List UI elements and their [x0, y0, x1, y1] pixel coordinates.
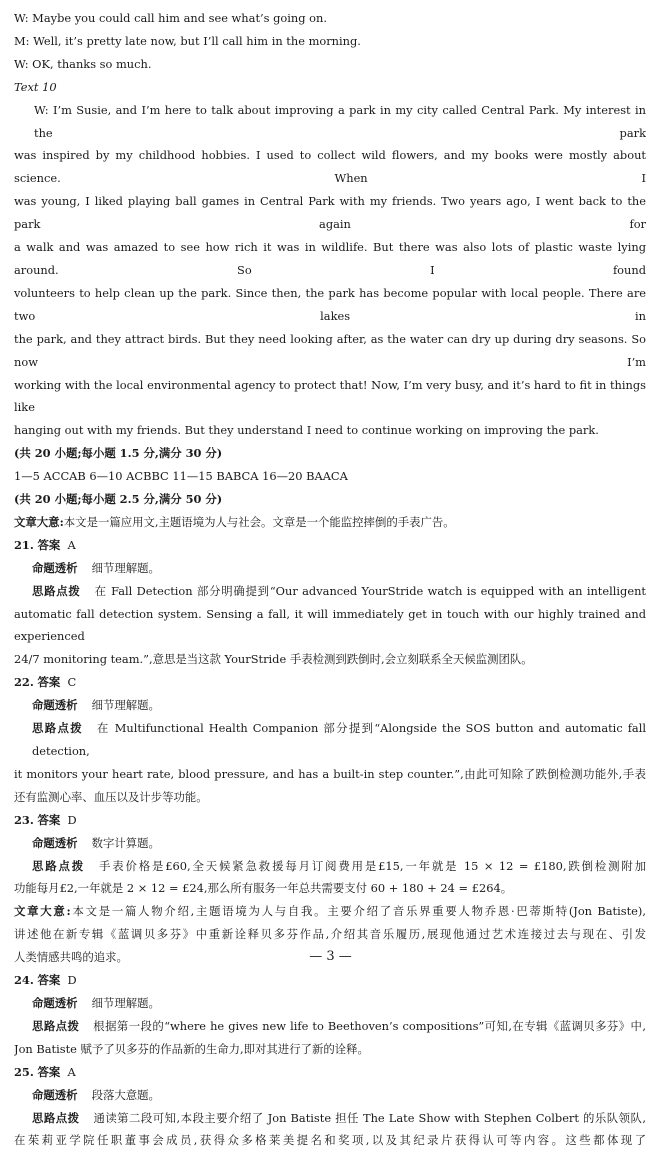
- answer-value: D: [67, 812, 77, 827]
- analysis-value: 细节理解题。: [91, 560, 160, 575]
- analysis-value: 细节理解题。: [91, 698, 160, 713]
- hint-row: [14, 580, 646, 603]
- text10-line: W: I’m Susie, and I’m here to talk about improving a park in my city called Central Park. My interest in the park: [34, 102, 646, 140]
- question-number: 21.: [14, 537, 34, 552]
- section1-header: (共 20 小题;每小题 1.5 分,满分 30 分): [14, 446, 223, 461]
- hint-line: automatic fall detection system. Sensing a fall, it will immediately get in touch with our highly trained and experienced: [14, 606, 646, 644]
- answer-label: 答案: [37, 812, 61, 827]
- analysis-value: 细节理解题。: [91, 995, 160, 1010]
- summary-label: 文章大意:: [14, 514, 64, 529]
- question-number: 22.: [14, 675, 34, 690]
- hint-text: 在 Multifunctional Health Companion 部分提到“Alongside the SOS button and automatic fall detection,: [32, 721, 646, 758]
- text10-line: hanging out with my friends. But they understand I need to continue working on improving the park.: [14, 423, 599, 438]
- hint-text: 在 Fall Detection 部分明确提到“Our advanced YourStride watch is equipped with an intelligent: [94, 583, 646, 598]
- hint-line: Jon Batiste 赋予了贝多芬的作品新的生命力,即对其进行了新的诠释。: [14, 1041, 369, 1056]
- hint-label: 思路点拨: [32, 721, 84, 736]
- answer-page: [14, 7, 646, 1152]
- analysis-row: [14, 992, 646, 1015]
- answer-label: 答案: [37, 537, 61, 552]
- hint-row: [14, 1107, 646, 1130]
- hint-label: 思路点拨: [32, 583, 81, 598]
- analysis-value: 数字计算题。: [91, 835, 160, 850]
- question-number: 23.: [14, 812, 34, 827]
- summary-text: 本文是一篇人物介绍,主题语境为人与自我。主要介绍了音乐界重要人物乔恩·巴蒂斯特(Jon Batiste),: [70, 904, 646, 919]
- hint-text: 根据第一段的“where he gives new life to Beethoven’s compositions”可知,在专辑《蓝调贝多芬》中,: [93, 1018, 646, 1033]
- analysis-value: 段落大意题。: [91, 1087, 160, 1102]
- hint-line: it monitors your heart rate, blood pressure, and has a built-in step counter.”,由此可知除了跌倒检测功能外,手表: [14, 766, 646, 781]
- hint-line: 24/7 monitoring team.”,意思是当这款 YourStride 手表检测到跌倒时,会立刻联系全天候监测团队。: [14, 652, 533, 667]
- dialogue-line: M: Well, it’s pretty late now, but I’ll call him in the morning.: [14, 33, 361, 48]
- hint-row: [14, 855, 646, 878]
- text10-heading: Text 10: [14, 79, 57, 94]
- answer-value: A: [67, 1064, 76, 1079]
- hint-row: [14, 1015, 646, 1038]
- page-number: — 3 —: [309, 949, 352, 964]
- text10-line: the park, and they attract birds. But they need looking after, as the water can dry up during dry seasons. So now I’m: [14, 331, 646, 369]
- question-answer: [14, 671, 646, 694]
- answer-value: A: [67, 537, 76, 552]
- question-answer: [14, 1061, 646, 1084]
- text10-line: a walk and was amazed to see how rich it was in wildlife. But there was also lots of plastic waste lying around. So I found: [14, 240, 646, 277]
- question-number: 24.: [14, 973, 34, 988]
- summary-line: 人类情感共鸣的追求。: [14, 950, 128, 965]
- hint-row: [14, 717, 646, 763]
- analysis-label: 命题透析: [32, 1087, 78, 1102]
- answer-label: 答案: [37, 973, 61, 988]
- question-number: 25.: [14, 1064, 34, 1079]
- analysis-row: [14, 694, 646, 717]
- hint-label: 思路点拨: [32, 1018, 80, 1033]
- answer-value: D: [67, 973, 77, 988]
- analysis-row: [14, 557, 646, 580]
- question-answer: [14, 534, 646, 557]
- analysis-label: 命题透析: [32, 995, 78, 1010]
- hint-line: 在茱莉亚学院任职董事会成员,获得众多格莱美提名和奖项,以及其纪录片获得认可等内容。这些都体现了: [14, 1133, 646, 1148]
- question-answer: [14, 969, 646, 992]
- passage2-summary: [14, 900, 646, 923]
- summary-line: 讲述他在新专辑《蓝调贝多芬》中重新诠释贝多芬作品,介绍其音乐履历,展现他通过艺术连接过去与现在、引发: [14, 927, 646, 942]
- answer-label: 答案: [37, 1064, 61, 1079]
- analysis-row: [14, 1084, 646, 1107]
- analysis-label: 命题透析: [32, 835, 78, 850]
- answer-label: 答案: [37, 675, 61, 690]
- text10-line: was young, I liked playing ball games in Central Park with my friends. Two years ago, I went back to the park again for: [14, 194, 646, 232]
- hint-line: 还有监测心率、血压以及计步等功能。: [14, 789, 208, 804]
- hint-text: 通读第二段可知,本段主要介绍了 Jon Batiste 担任 The Late Show with Stephen Colbert 的乐队领队,: [93, 1110, 646, 1125]
- text10-line: working with the local environmental agency to protect that! Now, I’m very busy, and it’s hard to fit in things like: [14, 377, 646, 415]
- section2-header: (共 20 小题;每小题 2.5 分,满分 50 分): [14, 492, 223, 507]
- summary-label: 文章大意:: [14, 904, 71, 919]
- question-answer: [14, 809, 646, 832]
- hint-text: 手表价格是£60,全天候紧急救援每月订阅费用是£15,一年就是 15 × 12 = £180,跌倒检测附加: [99, 858, 646, 873]
- hint-label: 思路点拨: [32, 1110, 80, 1125]
- section1-answers: 1—5 ACCAB 6—10 ACBBC 11—15 BABCA 16—20 BAACA: [14, 469, 348, 484]
- dialogue-line: W: OK, thanks so much.: [14, 56, 152, 71]
- passage1-summary: [14, 511, 646, 534]
- analysis-label: 命题透析: [32, 698, 78, 713]
- hint-label: 思路点拨: [32, 858, 86, 873]
- text10-line: volunteers to help clean up the park. Since then, the park has become popular with local people. There are two lakes in: [14, 285, 646, 323]
- analysis-row: [14, 832, 646, 855]
- dialogue-line: W: Maybe you could call him and see what’s going on.: [14, 11, 327, 25]
- text10-line: was inspired by my childhood hobbies. I used to collect wild flowers, and my books were mostly about science. When I: [14, 148, 646, 186]
- answer-value: C: [67, 675, 77, 690]
- summary-text: 本文是一篇应用文,主题语境为人与社会。文章是一个能监控摔倒的手表广告。: [63, 514, 455, 529]
- analysis-label: 命题透析: [32, 560, 78, 575]
- hint-line: 功能每月£2,一年就是 2 × 12 = £24,那么所有服务一年总共需要支付 60 + 180 + 24 = £264。: [14, 881, 513, 896]
